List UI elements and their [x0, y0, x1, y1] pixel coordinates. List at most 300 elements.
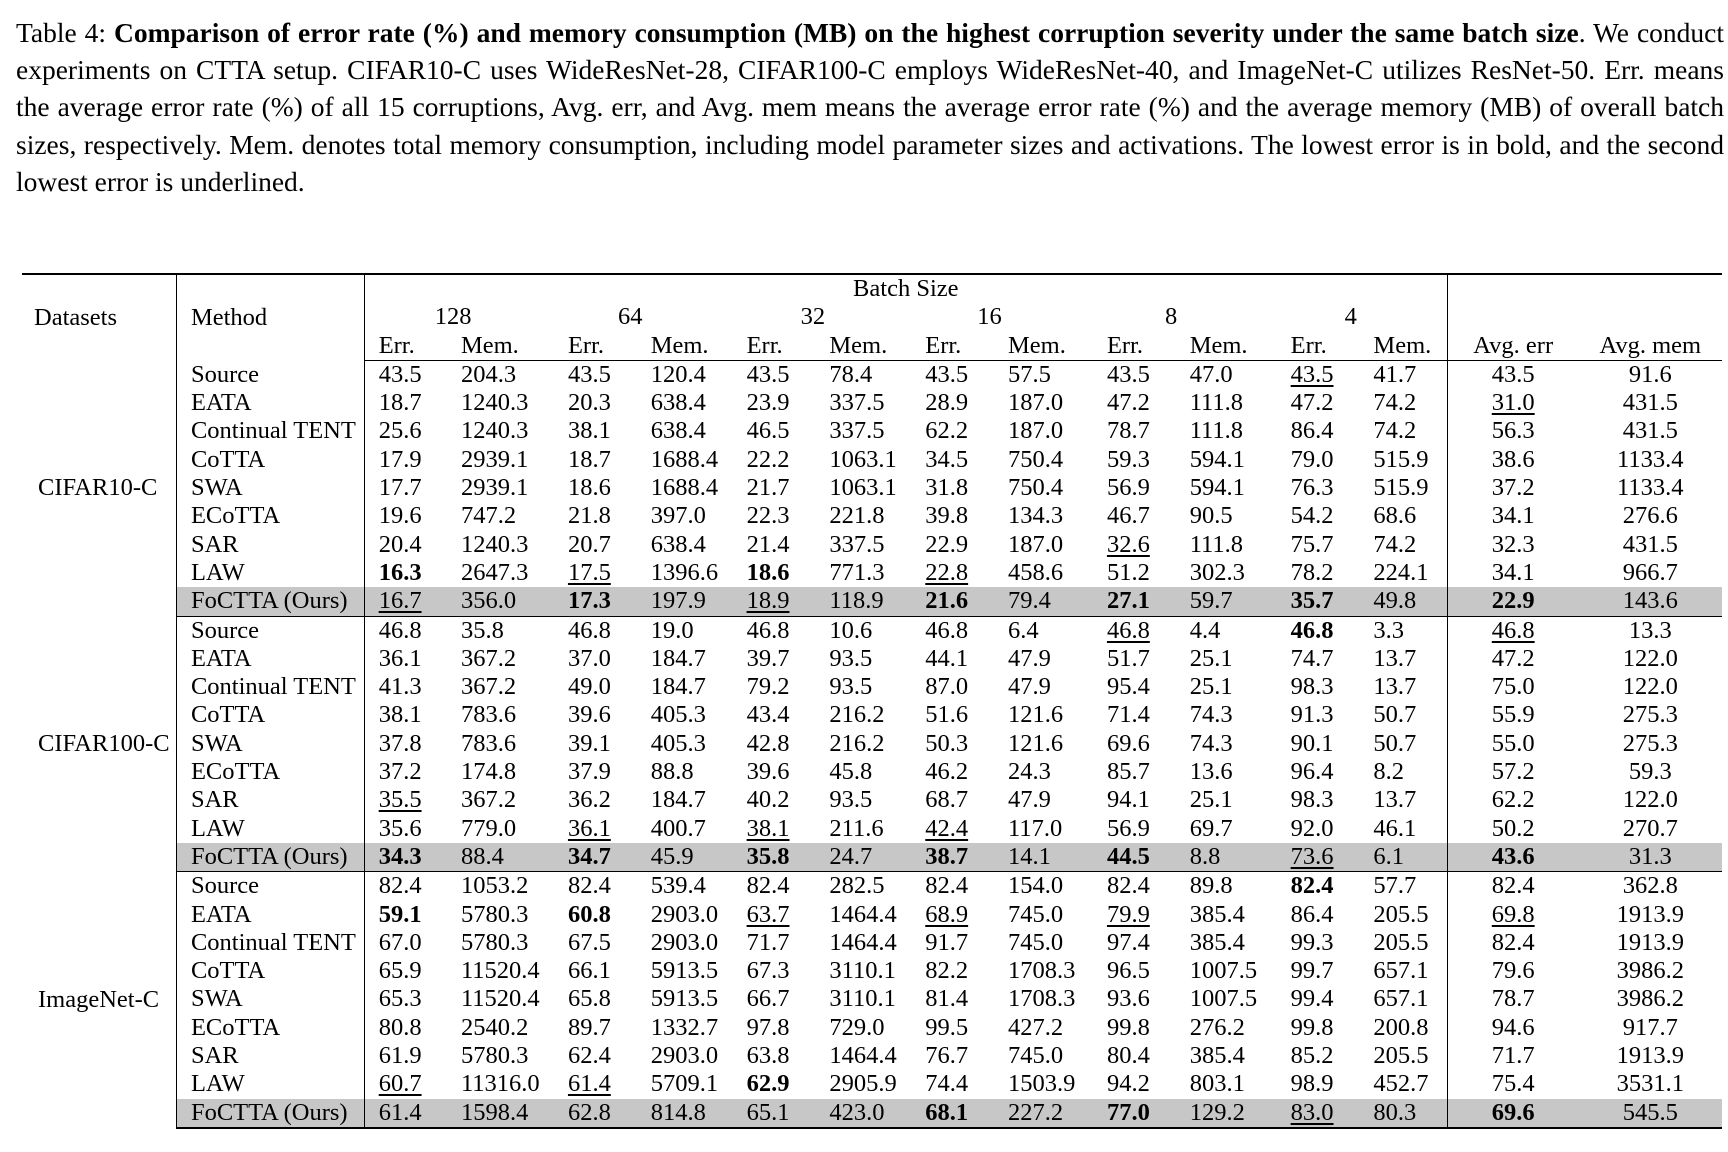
mem-cell: 120.4: [650, 360, 706, 388]
method-name: SWA: [176, 985, 364, 1013]
mem-cell: 184.7: [650, 673, 706, 701]
mem-cell: 174.8: [460, 758, 517, 786]
mem-cell: 750.4: [1008, 445, 1064, 473]
mem-cell: 1503.9: [1008, 1070, 1076, 1098]
table-row: [22, 843, 1722, 872]
err-cell: 57.2: [1491, 758, 1535, 786]
header-batch-32: 32: [800, 303, 826, 331]
table-header: [22, 274, 1722, 360]
table-row: [22, 645, 1722, 673]
err-cell: 32.6: [1106, 530, 1150, 558]
mem-cell: 47.9: [1008, 673, 1051, 701]
mem-cell: 10.6: [829, 616, 873, 644]
mem-cell: 356.0: [447, 587, 554, 616]
err-cell: 34.1: [1491, 502, 1535, 530]
err-cell: 91.7: [925, 928, 969, 956]
mem-cell: 111.8: [1189, 389, 1244, 417]
err-cell: 43.6: [1447, 843, 1578, 872]
mem-cell: 80.3: [1359, 1099, 1447, 1128]
header-mem-128: Mem.: [447, 332, 554, 361]
mem-cell: 1133.4: [1617, 445, 1684, 473]
err-cell: 75.7: [1290, 530, 1334, 558]
method-name: SAR: [176, 1042, 364, 1070]
err-cell: 49.0: [567, 673, 611, 701]
err-cell: 46.8: [378, 616, 422, 644]
err-cell: 56.3: [1491, 417, 1535, 445]
err-cell: 39.6: [746, 758, 790, 786]
mem-cell: 13.7: [1359, 786, 1447, 814]
mem-cell: 13.3: [1628, 616, 1672, 644]
caption-title: Comparison of error rate (%) and memory consumption (MB) on the highest corruption severity under the same batch size: [114, 17, 1579, 48]
mem-cell: 431.5: [1622, 389, 1678, 417]
err-cell: 95.4: [1106, 673, 1150, 701]
mem-cell: 74.2: [1359, 389, 1447, 417]
err-cell: 82.4: [746, 872, 790, 900]
err-cell: 36.1: [378, 644, 422, 672]
results-table: [22, 273, 1722, 1129]
err-cell: 65.3: [378, 985, 422, 1013]
mem-cell: 771.3: [829, 558, 885, 586]
mem-cell: 385.4: [1189, 1042, 1245, 1070]
mem-cell: 452.7: [1359, 1070, 1447, 1098]
err-cell: 18.6: [746, 558, 790, 586]
mem-cell: 93.5: [829, 673, 873, 701]
err-cell: 18.7: [378, 389, 422, 417]
mem-cell: 13.7: [1359, 645, 1447, 673]
err-cell: 25.6: [378, 417, 422, 445]
err-cell: 90.1: [1290, 729, 1334, 757]
header-mem-4: Mem.: [1359, 332, 1447, 361]
table-row: [22, 901, 1722, 929]
mem-cell: 205.5: [1359, 929, 1447, 957]
mem-cell: 11520.4: [460, 957, 540, 985]
table-row: [22, 531, 1722, 559]
err-cell: 79.6: [1491, 957, 1535, 985]
err-cell: 63.8: [746, 1042, 790, 1070]
table-row: [22, 957, 1722, 985]
mem-cell: 74.2: [1359, 531, 1447, 559]
err-cell: 39.7: [746, 644, 790, 672]
err-cell: 54.2: [1290, 502, 1334, 530]
mem-cell: 6.1: [1359, 843, 1447, 872]
err-cell: 82.4: [1106, 872, 1150, 900]
header-avg-spacer: [1447, 274, 1722, 303]
err-cell: 50.2: [1491, 814, 1535, 842]
err-cell: 78.7: [1491, 985, 1535, 1013]
mem-cell: 1053.2: [460, 872, 529, 900]
err-cell: 43.5: [567, 360, 611, 388]
err-cell: 71.7: [746, 928, 790, 956]
err-cell: 43.5: [925, 360, 969, 388]
err-cell: 61.9: [378, 1042, 422, 1070]
err-cell: 47.2: [1491, 644, 1535, 672]
table-row: [22, 1014, 1722, 1042]
caption-body: . We conduct experiments on CTTA setup. CIFAR10-C uses WideResNet-28, CIFAR100-C employs WideResNet-40, and ImageNet-C utilizes ResNet-50. Err. means the average error rate (%) of all 15 corruptions, Avg. err, and Avg. mem means the average error rate (%) and the average memory (MB) of overall batch sizes, respectively. Mem. denotes total memory consumption, including model parameter sizes and activations. The lowest error is in bold, and the second lowest error is underlined.: [16, 17, 1724, 197]
mem-cell: 2905.9: [829, 1070, 897, 1098]
err-cell: 89.7: [567, 1013, 611, 1041]
dataset-label: CIFAR100-C: [22, 616, 176, 872]
mem-cell: 779.0: [460, 814, 517, 842]
mem-cell: 47.0: [1189, 360, 1233, 388]
mem-cell: 3986.2: [1616, 957, 1684, 985]
mem-cell: 68.6: [1359, 502, 1447, 530]
mem-cell: 197.9: [637, 587, 733, 616]
err-cell: 99.5: [925, 1013, 969, 1041]
mem-cell: 3110.1: [829, 985, 896, 1013]
err-cell: 46.8: [1491, 616, 1535, 644]
mem-cell: 118.9: [815, 587, 911, 616]
err-cell: 38.1: [746, 814, 790, 842]
err-cell: 37.2: [378, 758, 422, 786]
method-name: EATA: [176, 389, 364, 417]
table-row: [22, 502, 1722, 530]
mem-cell: 74.3: [1189, 729, 1233, 757]
err-cell: 85.2: [1290, 1042, 1334, 1070]
mem-cell: 276.6: [1622, 502, 1678, 530]
method-name: LAW: [176, 1070, 364, 1098]
mem-cell: 187.0: [1008, 530, 1064, 558]
err-cell: 18.7: [567, 445, 611, 473]
mem-cell: 458.6: [1008, 558, 1064, 586]
mem-cell: 5709.1: [650, 1070, 719, 1098]
table-body: [22, 360, 1722, 1128]
mem-cell: 111.8: [1189, 530, 1244, 558]
err-cell: 42.8: [746, 729, 790, 757]
mem-cell: 35.8: [460, 616, 504, 644]
err-cell: 22.9: [1447, 587, 1578, 616]
mem-cell: 423.0: [815, 1099, 911, 1128]
mem-cell: 2903.0: [650, 900, 719, 928]
err-cell: 94.1: [1106, 786, 1150, 814]
err-cell: 91.3: [1290, 701, 1334, 729]
mem-cell: 275.3: [1622, 729, 1678, 757]
table-row: [22, 701, 1722, 729]
err-cell: 51.6: [925, 701, 969, 729]
err-cell: 86.4: [1290, 417, 1334, 445]
err-cell: 44.1: [925, 644, 969, 672]
method-name: CoTTA: [176, 701, 364, 729]
err-cell: 63.7: [746, 900, 790, 928]
err-cell: 22.2: [746, 445, 790, 473]
header-mem-8: Mem.: [1176, 332, 1277, 361]
err-cell: 43.5: [1290, 360, 1334, 388]
err-cell: 62.8: [554, 1099, 637, 1128]
mem-cell: 2647.3: [460, 558, 529, 586]
err-cell: 20.4: [378, 530, 422, 558]
mem-cell: 221.8: [829, 502, 885, 530]
err-cell: 96.4: [1290, 758, 1334, 786]
err-cell: 18.6: [567, 474, 611, 502]
method-name: SWA: [176, 474, 364, 502]
mem-cell: 814.8: [637, 1099, 733, 1128]
header-mem-64: Mem.: [637, 332, 733, 361]
err-cell: 99.8: [1106, 1013, 1150, 1041]
mem-cell: 337.5: [829, 530, 885, 558]
mem-cell: 91.6: [1628, 360, 1672, 388]
header-batch-16: 16: [977, 303, 1002, 331]
mem-cell: 89.8: [1189, 872, 1233, 900]
mem-cell: 1063.1: [829, 474, 897, 502]
err-cell: 78.2: [1290, 558, 1334, 586]
err-cell: 38.7: [911, 843, 994, 872]
mem-cell: 24.3: [1008, 758, 1051, 786]
mem-cell: 5780.3: [460, 928, 529, 956]
method-name: CoTTA: [176, 957, 364, 985]
err-cell: 99.3: [1290, 928, 1334, 956]
err-cell: 60.8: [567, 900, 611, 928]
mem-cell: 729.0: [829, 1013, 885, 1041]
mem-cell: 78.4: [829, 360, 873, 388]
err-cell: 62.2: [925, 417, 969, 445]
method-name: Continual TENT: [176, 417, 364, 445]
mem-cell: 337.5: [829, 389, 885, 417]
method-name: LAW: [176, 559, 364, 587]
table-row: [22, 673, 1722, 701]
err-cell: 21.4: [746, 530, 790, 558]
table-row: [22, 815, 1722, 843]
mem-cell: 111.8: [1189, 417, 1244, 445]
err-cell: 46.7: [1106, 502, 1150, 530]
results-table-container: [22, 273, 1722, 1129]
mem-cell: 59.7: [1176, 587, 1277, 616]
mem-cell: 1240.3: [460, 530, 529, 558]
mem-cell: 3986.2: [1616, 985, 1684, 1013]
method-name: EATA: [176, 645, 364, 673]
err-cell: 82.4: [1491, 928, 1535, 956]
header-batch-8: 8: [1164, 303, 1178, 331]
mem-cell: 49.8: [1359, 587, 1447, 616]
table-row: [22, 1042, 1722, 1070]
mem-cell: 1007.5: [1189, 957, 1258, 985]
mem-cell: 1464.4: [829, 928, 897, 956]
mem-cell: 5780.3: [460, 1042, 529, 1070]
mem-cell: 93.5: [829, 786, 873, 814]
mem-cell: 2939.1: [460, 474, 529, 502]
header-avg-err: Avg. err: [1447, 332, 1578, 361]
err-cell: 94.2: [1106, 1070, 1150, 1098]
err-cell: 71.4: [1106, 701, 1150, 729]
err-cell: 32.3: [1491, 530, 1535, 558]
mem-cell: 1913.9: [1616, 900, 1684, 928]
method-name: Continual TENT: [176, 929, 364, 957]
mem-cell: 745.0: [1008, 1042, 1064, 1070]
err-cell: 62.9: [746, 1070, 790, 1098]
table-row: [22, 360, 1722, 389]
mem-cell: 657.1: [1359, 957, 1447, 985]
err-cell: 16.3: [378, 558, 422, 586]
err-cell: 78.7: [1106, 417, 1150, 445]
err-cell: 43.5: [1106, 360, 1150, 388]
method-name: LAW: [176, 815, 364, 843]
err-cell: 39.8: [925, 502, 969, 530]
mem-cell: 362.8: [1622, 872, 1678, 900]
table-row: [22, 587, 1722, 616]
err-cell: 99.4: [1290, 985, 1334, 1013]
header-mem-16: Mem.: [994, 332, 1093, 361]
mem-cell: 1133.4: [1617, 474, 1684, 502]
mem-cell: 750.4: [1008, 474, 1064, 502]
err-cell: 99.8: [1290, 1013, 1334, 1041]
err-cell: 27.1: [1093, 587, 1176, 616]
err-cell: 61.4: [567, 1070, 611, 1098]
mem-cell: 367.2: [460, 786, 517, 814]
table-row: [22, 1070, 1722, 1098]
mem-cell: 74.3: [1189, 701, 1233, 729]
mem-cell: 6.4: [1008, 616, 1039, 644]
mem-cell: 1240.3: [460, 389, 529, 417]
mem-cell: 46.1: [1359, 815, 1447, 843]
mem-cell: 275.3: [1622, 701, 1678, 729]
mem-cell: 47.9: [1008, 786, 1051, 814]
mem-cell: 5913.5: [650, 957, 719, 985]
mem-cell: 57.7: [1359, 872, 1447, 901]
mem-cell: 47.9: [1008, 644, 1051, 672]
err-cell: 83.0: [1277, 1099, 1360, 1128]
header-err-16: Err.: [911, 332, 994, 361]
mem-cell: 1913.9: [1616, 1042, 1684, 1070]
mem-cell: 216.2: [829, 701, 885, 729]
err-cell: 42.4: [925, 814, 969, 842]
mem-cell: 25.1: [1189, 644, 1233, 672]
mem-cell: 88.8: [650, 758, 694, 786]
err-cell: 46.8: [567, 616, 611, 644]
err-cell: 62.4: [567, 1042, 611, 1070]
err-cell: 82.4: [1491, 872, 1535, 900]
err-cell: 61.4: [364, 1099, 447, 1128]
mem-cell: 1913.9: [1616, 928, 1684, 956]
err-cell: 41.3: [378, 673, 422, 701]
mem-cell: 50.7: [1359, 730, 1447, 758]
mem-cell: 122.0: [1622, 673, 1678, 701]
err-cell: 98.3: [1290, 673, 1334, 701]
table-row: [22, 730, 1722, 758]
err-cell: 80.8: [378, 1013, 422, 1041]
mem-cell: 224.1: [1359, 559, 1447, 587]
table-row: [22, 758, 1722, 786]
err-cell: 73.6: [1277, 843, 1360, 872]
table-caption: [16, 14, 1724, 200]
mem-cell: 276.2: [1189, 1013, 1245, 1041]
err-cell: 82.4: [925, 872, 969, 900]
err-cell: 79.0: [1290, 445, 1334, 473]
err-cell: 46.2: [925, 758, 969, 786]
err-cell: 22.8: [925, 558, 969, 586]
header-batch-size: Batch Size: [364, 274, 1447, 303]
err-cell: 80.4: [1106, 1042, 1150, 1070]
mem-cell: 50.7: [1359, 701, 1447, 729]
mem-cell: 117.0: [1008, 814, 1063, 842]
err-cell: 77.0: [1093, 1099, 1176, 1128]
mem-cell: 90.5: [1189, 502, 1233, 530]
err-cell: 34.3: [364, 843, 447, 872]
table-row: [22, 446, 1722, 474]
err-cell: 38.1: [567, 417, 611, 445]
err-cell: 19.6: [378, 502, 422, 530]
mem-cell: 385.4: [1189, 900, 1245, 928]
method-name: FoCTTA (Ours): [176, 1099, 364, 1128]
err-cell: 60.7: [378, 1070, 422, 1098]
mem-cell: 69.7: [1189, 814, 1233, 842]
err-cell: 82.2: [925, 957, 969, 985]
err-cell: 97.8: [746, 1013, 790, 1041]
err-cell: 34.7: [554, 843, 637, 872]
err-cell: 74.7: [1290, 644, 1334, 672]
err-cell: 34.5: [925, 445, 969, 473]
err-cell: 43.5: [1491, 360, 1535, 388]
method-name: Continual TENT: [176, 673, 364, 701]
err-cell: 93.6: [1106, 985, 1150, 1013]
err-cell: 51.7: [1106, 644, 1150, 672]
mem-cell: 1332.7: [650, 1013, 719, 1041]
err-cell: 46.5: [746, 417, 790, 445]
mem-cell: 184.7: [650, 644, 706, 672]
method-name: Source: [176, 360, 364, 389]
mem-cell: 1708.3: [1008, 957, 1076, 985]
err-cell: 69.6: [1447, 1099, 1578, 1128]
mem-cell: 5913.5: [650, 985, 719, 1013]
mem-cell: 79.4: [994, 587, 1093, 616]
err-cell: 68.7: [925, 786, 969, 814]
mem-cell: 121.6: [1008, 729, 1064, 757]
err-cell: 68.1: [911, 1099, 994, 1128]
header-err-32: Err.: [733, 332, 816, 361]
mem-cell: 154.0: [1008, 872, 1064, 900]
mem-cell: 143.6: [1579, 587, 1722, 616]
err-cell: 67.3: [746, 957, 790, 985]
err-cell: 56.9: [1106, 814, 1150, 842]
mem-cell: 200.8: [1359, 1014, 1447, 1042]
err-cell: 31.8: [925, 474, 969, 502]
mem-cell: 5780.3: [460, 900, 529, 928]
err-cell: 98.3: [1290, 786, 1334, 814]
dataset-label: ImageNet-C: [22, 872, 176, 1128]
mem-cell: 13.6: [1189, 758, 1233, 786]
mem-cell: 8.8: [1176, 843, 1277, 872]
err-cell: 82.4: [378, 872, 422, 900]
err-cell: 71.7: [1491, 1042, 1535, 1070]
mem-cell: 187.0: [1008, 389, 1064, 417]
err-cell: 17.7: [378, 474, 422, 502]
mem-cell: 19.0: [650, 616, 694, 644]
err-cell: 81.4: [925, 985, 969, 1013]
mem-cell: 638.4: [650, 417, 706, 445]
mem-cell: 385.4: [1189, 928, 1245, 956]
mem-cell: 594.1: [1189, 445, 1245, 473]
err-cell: 21.6: [911, 587, 994, 616]
method-name: FoCTTA (Ours): [176, 587, 364, 616]
err-cell: 82.4: [1290, 872, 1334, 900]
err-cell: 56.9: [1106, 474, 1150, 502]
table-row: [22, 786, 1722, 814]
err-cell: 37.0: [567, 644, 611, 672]
mem-cell: 638.4: [650, 530, 706, 558]
err-cell: 75.0: [1491, 673, 1535, 701]
err-cell: 44.5: [1093, 843, 1176, 872]
mem-cell: 74.2: [1359, 417, 1447, 445]
err-cell: 31.0: [1491, 389, 1535, 417]
mem-cell: 121.6: [1008, 701, 1064, 729]
err-cell: 43.4: [746, 701, 790, 729]
err-cell: 35.7: [1277, 587, 1360, 616]
err-cell: 65.1: [733, 1099, 816, 1128]
mem-cell: 2903.0: [650, 928, 719, 956]
mem-cell: 4.4: [1189, 616, 1221, 644]
mem-cell: 1598.4: [447, 1099, 554, 1128]
err-cell: 68.9: [925, 900, 969, 928]
method-name: EATA: [176, 901, 364, 929]
mem-cell: 302.3: [1189, 558, 1245, 586]
header-err-4: Err.: [1277, 332, 1360, 361]
